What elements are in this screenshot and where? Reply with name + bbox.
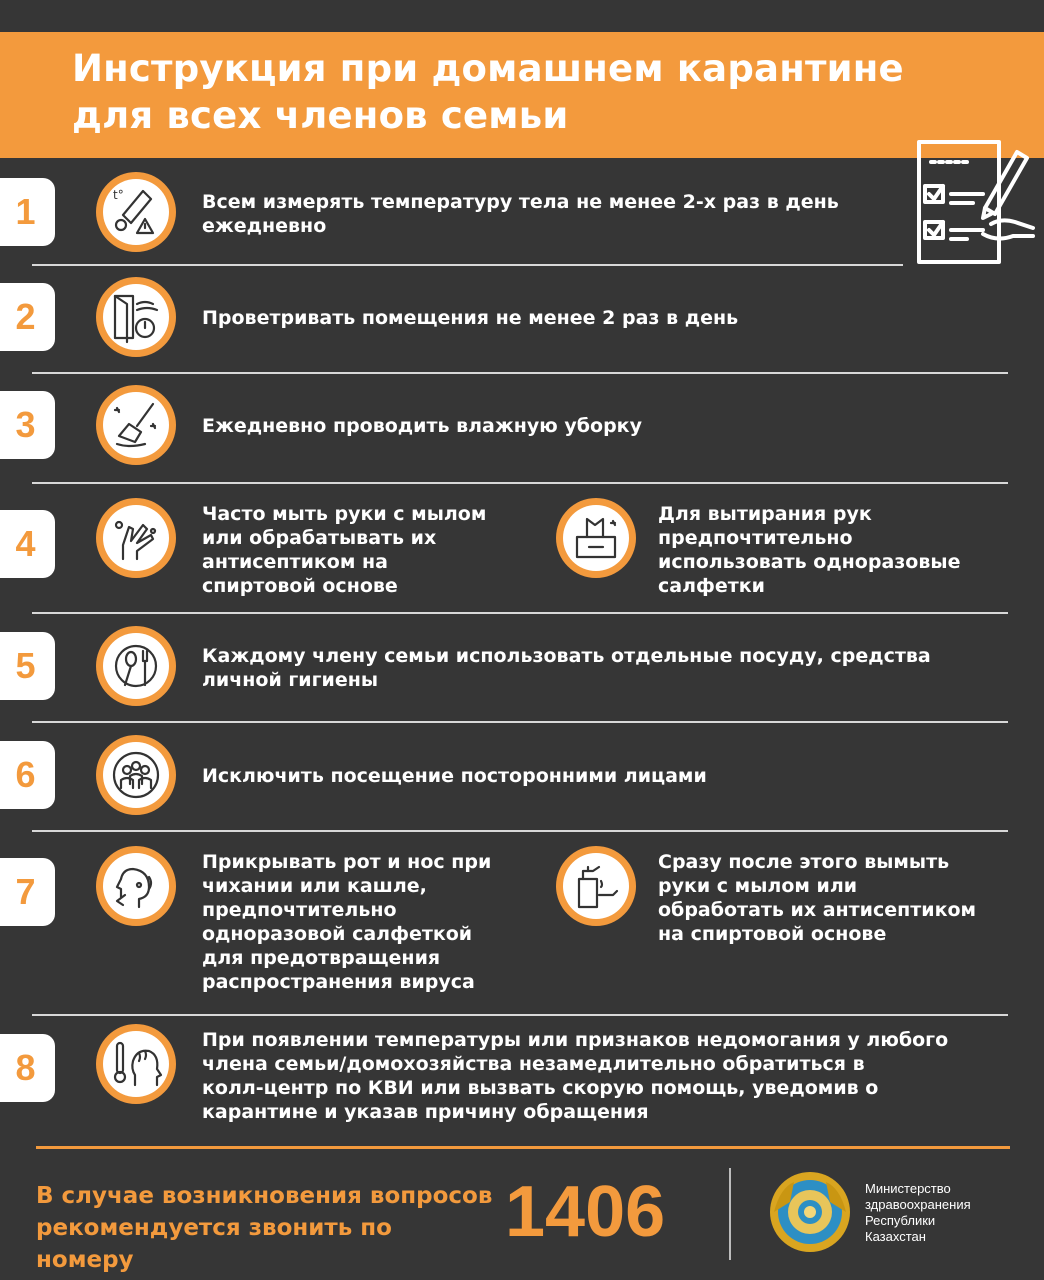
divider [32, 830, 1008, 832]
ministry-name: Министерство здравоохранения Республики Казахстан [865, 1181, 971, 1244]
item-text: Ежедневно проводить влажную уборку [202, 415, 642, 437]
item-number: 4 [0, 510, 55, 578]
kazakhstan-emblem-icon [768, 1170, 852, 1254]
sneezing-person-icon [96, 846, 176, 926]
sanitizer-dispenser-icon [556, 846, 636, 926]
item-text: Часто мыть руки с мылом или обрабатывать их антисептиком на спиртовой основе [202, 503, 487, 597]
item-text: Прикрывать рот и нос при чихании или кашле, предпочтительно одноразовой салфеткой для предотвращения распространения вируса [202, 851, 492, 993]
footer-question-text: В случае возникновения вопросов рекомендуется звонить по номеру [36, 1183, 493, 1273]
item-text: При появлении температуры или признаков недомогания у любого члена семьи/домохозяйства незамедлительно обратиться в колл-центр по КВИ или вызвать скорую помощь, уведомив о карантине и указав причину обращения [202, 1029, 949, 1123]
thermometer-warning-icon [96, 172, 176, 252]
item-text: Исключить посещение посторонними лицами [202, 765, 707, 787]
svg-text:t°: t° [113, 188, 124, 202]
hand-washing-icon [96, 498, 176, 578]
fever-person-icon [96, 1024, 176, 1104]
page-title-line2: для всех членов семьи [72, 94, 569, 137]
divider [32, 372, 1008, 374]
item-number: 6 [0, 741, 55, 809]
tissue-box-icon [556, 498, 636, 578]
item-text-secondary: Для вытирания рук предпочтительно использовать одноразовые салфетки [658, 503, 961, 597]
divider [32, 1014, 1008, 1016]
divider [32, 264, 903, 266]
item-number: 2 [0, 283, 55, 351]
item-number: 5 [0, 632, 55, 700]
item-text: Всем измерять температуру тела не менее 2-х раз в день ежедневно [202, 191, 839, 237]
personal-tableware-icon [96, 626, 176, 706]
divider [32, 482, 1008, 484]
window-ventilation-icon [96, 277, 176, 357]
cleaning-mop-icon [96, 385, 176, 465]
checklist-clipboard-icon [905, 128, 1035, 268]
item-text-secondary: Сразу после этого вымыть руки с мылом или обработать их антисептиком на спиртовой основе [658, 851, 977, 945]
footer-divider [36, 1146, 1010, 1149]
item-text: Каждому члену семьи использовать отдельные посуду, средства личной гигиены [202, 645, 931, 691]
item-number: 1 [0, 178, 55, 246]
no-visitors-icon [96, 735, 176, 815]
hotline-number[interactable]: 1406 [505, 1172, 666, 1252]
item-text: Проветривать помещения не менее 2 раз в день [202, 307, 739, 329]
divider [32, 721, 1008, 723]
divider [32, 612, 1008, 614]
header-banner [0, 32, 1044, 158]
page-title-line1: Инструкция при домашнем карантине [72, 47, 904, 90]
footer-separator [729, 1168, 731, 1260]
item-number: 7 [0, 858, 55, 926]
item-number: 3 [0, 391, 55, 459]
item-number: 8 [0, 1034, 55, 1102]
